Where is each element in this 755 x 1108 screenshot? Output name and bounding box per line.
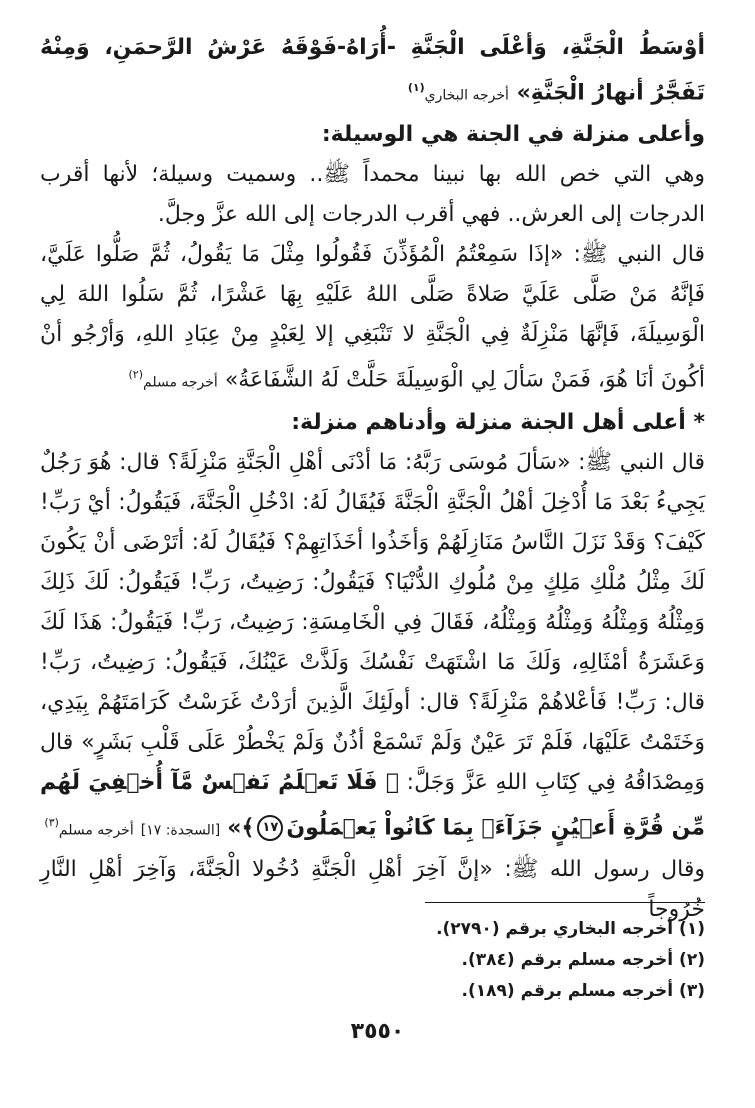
quran-verse: ﴿ فَلَا تَعۡلَمُ نَفۡسٌ مَّآ أُخۡفِيَ لَهُم مِّن قُرَّةِ أَعۡيُنٍ جَزَآءَۢ بِمَا كَانُواْ يَعۡمَلُونَ xyxy=(40,769,705,840)
footnote-1: (١) أخرجه البخاري برقم (٢٧٩٠). xyxy=(436,919,705,939)
hadith-text: قال النبي ﷺ: «سَألَ مُوسَى رَبَّهُ: مَا أدْنَى أهْلِ الْجَنَّةِ مَنْزِلَةً؟ قال: هُوَ رَجُلٌ يَجِيءُ بَعْدَ مَا أُدْخِلَ أهْلُ الْجَنَّةِ الْجَنَّةَ فَيُقَالُ لَهُ: ادْخُلِ الْجَنَّةَ، فَيَقُولُ: أيْ رَبِّ! كَيْفَ؟ وَقَدْ نَزَلَ النَّاسُ مَنَازِلَهُمْ وَأخَذُوا أخَذَاتِهِمْ؟ فَيُقَالُ لَهُ: أتَرْضَى أنْ يَكُونَ لَكَ مِثْلُ مُلْكِ مَلِكٍ مِنْ مُلُوكِ الدُّنْيَا؟ فَيَقُولُ: رَضِيتُ، رَبِّ! فَيَقُولُ: لَكَ ذَلِكَ وَمِثْلُهُ وَمِثْلُهُ وَمِثْلُهُ وَمِثْلُهُ، فَقَالَ فِي الْخَامِسَةِ: رَضِيتُ، رَبِّ! فَيَقُولُ: هَذَا لَكَ وَعَشَرَةُ أمْثَالِهِ، وَلَكَ مَا اشْتَهَتْ نَفْسُكَ وَلَذَّتْ عَيْنُكَ، فَيَقُولُ: رَضِيتُ، رَبِّ! قال: رَبِّ! فَأعْلاهُمْ مَنْزِلَةً؟ قال: أولَئِكَ الَّذِينَ أرَدْتُ غَرَسْتُ كَرَامَتَهُمْ بِيَدِي، وَخَتَمْتُ عَلَيْهَا، فَلَمْ تَرَ عَيْنٌ وَلَمْ تَسْمَعْ أذُنٌ وَلَمْ يَخْطُرْ عَلَى قَلْبِ بَشَرٍ» قال وَمِصْدَاقُهُ فِي كِتَابِ اللهِ عَزَّ وَجَلَّ: xyxy=(40,449,705,795)
footnote-ref: (١) xyxy=(407,81,425,94)
section-heading-wasila: وأعلى منزلة في الجنة هي الوسيلة: xyxy=(321,122,705,148)
paragraph-last-entrant-hadith: وقال رسول الله ﷺ: «إنَّ آخِرَ أهْلِ الْجَنَّةِ دُخُولا الْجَنَّةَ، وَآخِرَ أهْلِ النَّارِ خُرُوجاً xyxy=(40,856,705,922)
footnote-ref: (٢) xyxy=(128,368,143,382)
footnote-ref: (٣) xyxy=(44,815,59,829)
paragraph-wasila-explanation: وهي التي خص الله بها نبينا محمداً ﷺ.. وسميت وسيلة؛ لأنها أقرب الدرجات إلى العرش.. فهي أقرب الدرجات إلى الله عزَّ وجلَّ. xyxy=(40,162,705,228)
footnote-separator xyxy=(425,902,705,903)
hadith-text: قال النبي ﷺ: «إذَا سَمِعْتُمُ الْمُؤَذِّنَ فَقُولُوا مِثْلَ مَا يَقُولُ، ثُمَّ صَلُّوا عَلَيَّ، فَإنَّهُ مَنْ صَلَّى عَلَيَّ صَلاةً صَلَّى اللهُ عَلَيْهِ بِهَا عَشْرًا، ثُمَّ سَلُوا اللهَ لِي الْوَسِيلَةَ، فَإنَّهَا مَنْزِلَةٌ فِي الْجَنَّةِ لا تَنْبَغِي إلا لِعَبْدٍ مِنْ عِبَادِ اللهِ، وَأرْجُو أنْ أكُونَ أنَا هُوَ، فَمَنْ سَألَ لِي الْوَسِيلَةَ حَلَّتْ لَهُ الشَّفَاعَةُ» xyxy=(40,242,705,393)
paragraph-muadhin-hadith xyxy=(40,235,705,402)
page-body xyxy=(40,28,705,930)
source-note: أخرجه مسلم xyxy=(58,821,134,838)
source-note: أخرجه مسلم xyxy=(143,374,218,391)
footnote-2: (٢) أخرجه مسلم برقم (٣٨٤). xyxy=(461,950,705,970)
page-number: ٣٥٥٠ xyxy=(350,1019,405,1044)
paragraph-musa-hadith xyxy=(40,443,705,850)
source-note: أخرجه البخاري xyxy=(424,87,509,104)
footnotes xyxy=(40,914,705,1007)
section-heading-ranks: * أعلى أهل الجنة منزلة وأدناهم منزلة: xyxy=(291,409,705,435)
hadith-text: أوْسَطُ الْجَنَّةِ، وَأعْلَى الْجَنَّةِ -أُرَاهُ-فَوْقَهُ عَرْشُ الرَّحمَنِ، وَمِنْهُ تَفَجَّرُ أنهارُ الْجَنَّةِ» xyxy=(40,35,705,106)
paragraph-hadith-ending xyxy=(40,28,705,115)
verse-citation: [السجدة: ١٧] xyxy=(140,821,221,838)
quran-close-bracket: ﴾» xyxy=(227,814,255,840)
footnote-3: (٣) أخرجه مسلم برقم (١٨٩). xyxy=(461,981,705,1001)
ayah-number-marker: ١٧ xyxy=(257,815,283,841)
